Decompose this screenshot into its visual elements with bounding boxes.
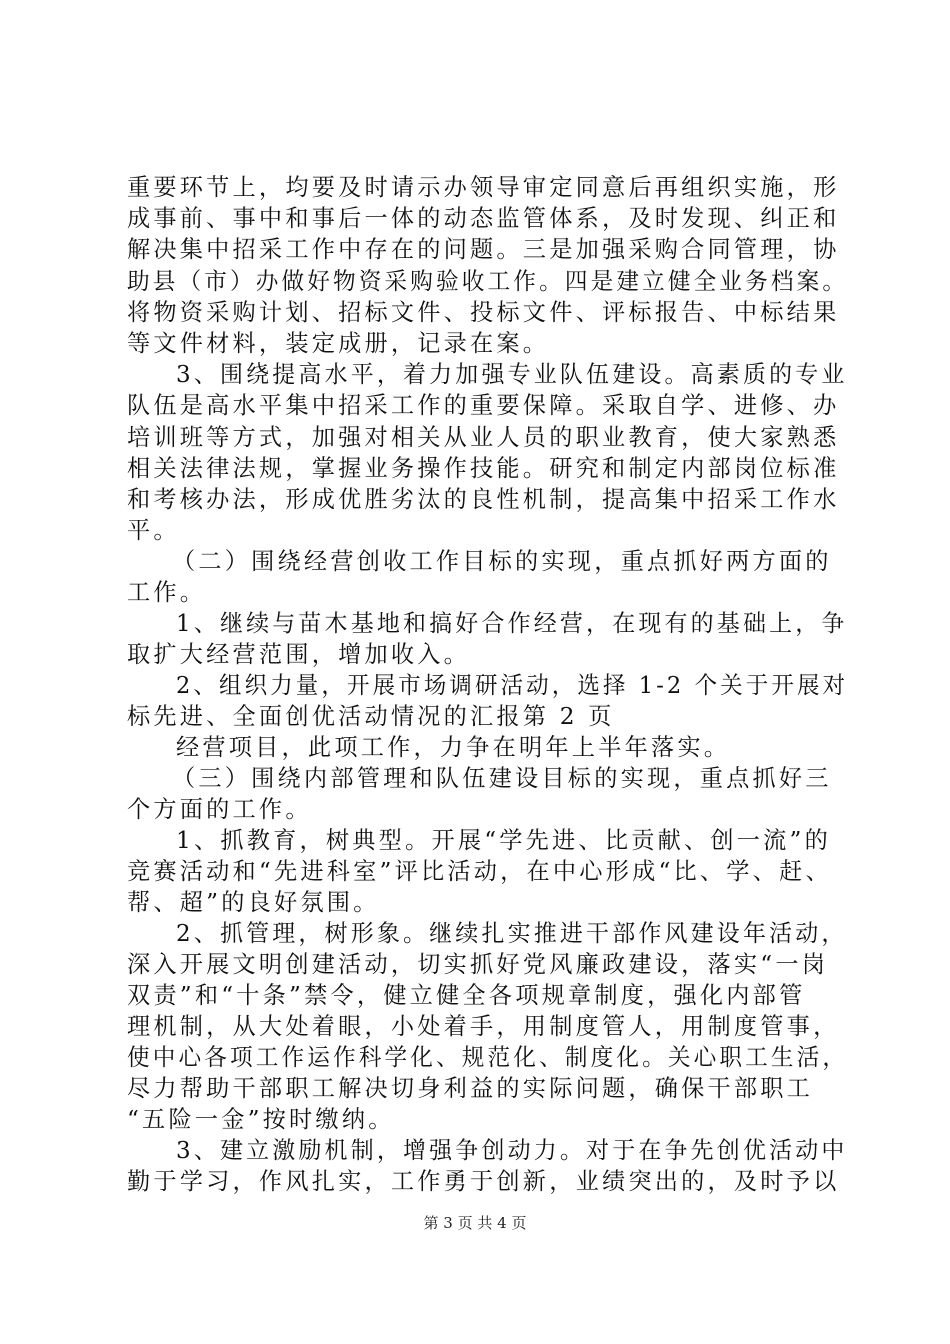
text-line: 将物资采购计划、招标文件、投标文件、评标报告、中标结果 — [127, 299, 840, 326]
text-line: 经营项目，此项工作，力争在明年上半年落实。 — [176, 734, 731, 761]
text-line: 取扩大经营范围，增加收入。 — [127, 641, 471, 668]
text-line: （二）围绕经营创收工作目标的实现，重点抓好两方面的 — [172, 548, 832, 575]
text-line: （三）围绕内部管理和队伍建设目标的实现，重点抓好三 — [172, 765, 832, 792]
text-line: 理机制，从大处着眼，小处着手，用制度管人，用制度管事， — [127, 1013, 840, 1040]
text-line: 平。 — [127, 517, 180, 544]
text-line: 1、抓教育，树典型。开展“学先进、比贡献、创一流”的 — [176, 827, 831, 854]
text-line: 2、抓管理，树形象。继续扎实推进干部作风建设年活动， — [176, 920, 848, 947]
text-line: 和考核办法，形成优胜劣汰的良性机制，提高集中招采工作水 — [127, 486, 840, 513]
text-line: 帮、超”的良好氛围。 — [127, 889, 380, 916]
text-line: 工作。 — [127, 579, 207, 606]
text-line: 2、组织力量，开展市场调研活动，选择 1-2 个关于开展对 — [176, 672, 849, 699]
text-line: 个方面的工作。 — [127, 796, 312, 823]
page-footer: 第 3 页 共 4 页 — [423, 1214, 527, 1232]
text-line: 等文件材料，装定成册，记录在案。 — [127, 330, 550, 357]
text-line: 标先进、全面创优活动情况的汇报第 2 页 — [127, 703, 615, 730]
text-line: 1、继续与苗木基地和搞好合作经营，在现有的基础上，争 — [176, 610, 848, 637]
text-line: “五险一金”按时缴纳。 — [127, 1106, 395, 1133]
text-line: 双责”和“十条”禁令，健立健全各项规章制度，强化内部管 — [127, 982, 806, 1009]
text-line: 培训班等方式，加强对相关从业人员的职业教育，使大家熟悉 — [127, 424, 840, 451]
text-line: 助县（市）办做好物资采购验收工作。四是建立健全业务档案。 — [127, 268, 849, 295]
text-line: 解决集中招采工作中存在的问题。三是加强采购合同管理，协 — [127, 236, 840, 263]
text-line: 深入开展文明创建活动，切实抓好党风廉政建设，落实“一岗 — [127, 951, 829, 978]
text-line: 队伍是高水平集中招采工作的重要保障。采取自学、进修、办 — [127, 392, 840, 419]
text-line: 竞赛活动和“先进科室”评比活动，在中心形成“比、学、赶、 — [127, 858, 832, 885]
text-line: 3、建立激励机制，增强争创动力。对于在争先创优活动中 — [176, 1137, 848, 1164]
text-line: 相关法律法规，掌握业务操作技能。研究和制定内部岗位标准 — [127, 455, 840, 482]
text-line: 尽力帮助干部职工解决切身利益的实际问题，确保干部职工 — [127, 1075, 814, 1102]
text-line: 使中心各项工作运作科学化、规范化、制度化。关心职工生活， — [127, 1044, 849, 1071]
text-line: 重要环节上，均要及时请示办领导审定同意后再组织实施，形 — [127, 174, 840, 201]
text-line: 3、围绕提高水平，着力加强专业队伍建设。高素质的专业 — [176, 361, 848, 388]
text-line: 成事前、事中和事后一体的动态监管体系，及时发现、纠正和 — [127, 205, 840, 232]
text-line: 勤于学习，作风扎实，工作勇于创新，业绩突出的，及时予以 — [127, 1168, 840, 1195]
